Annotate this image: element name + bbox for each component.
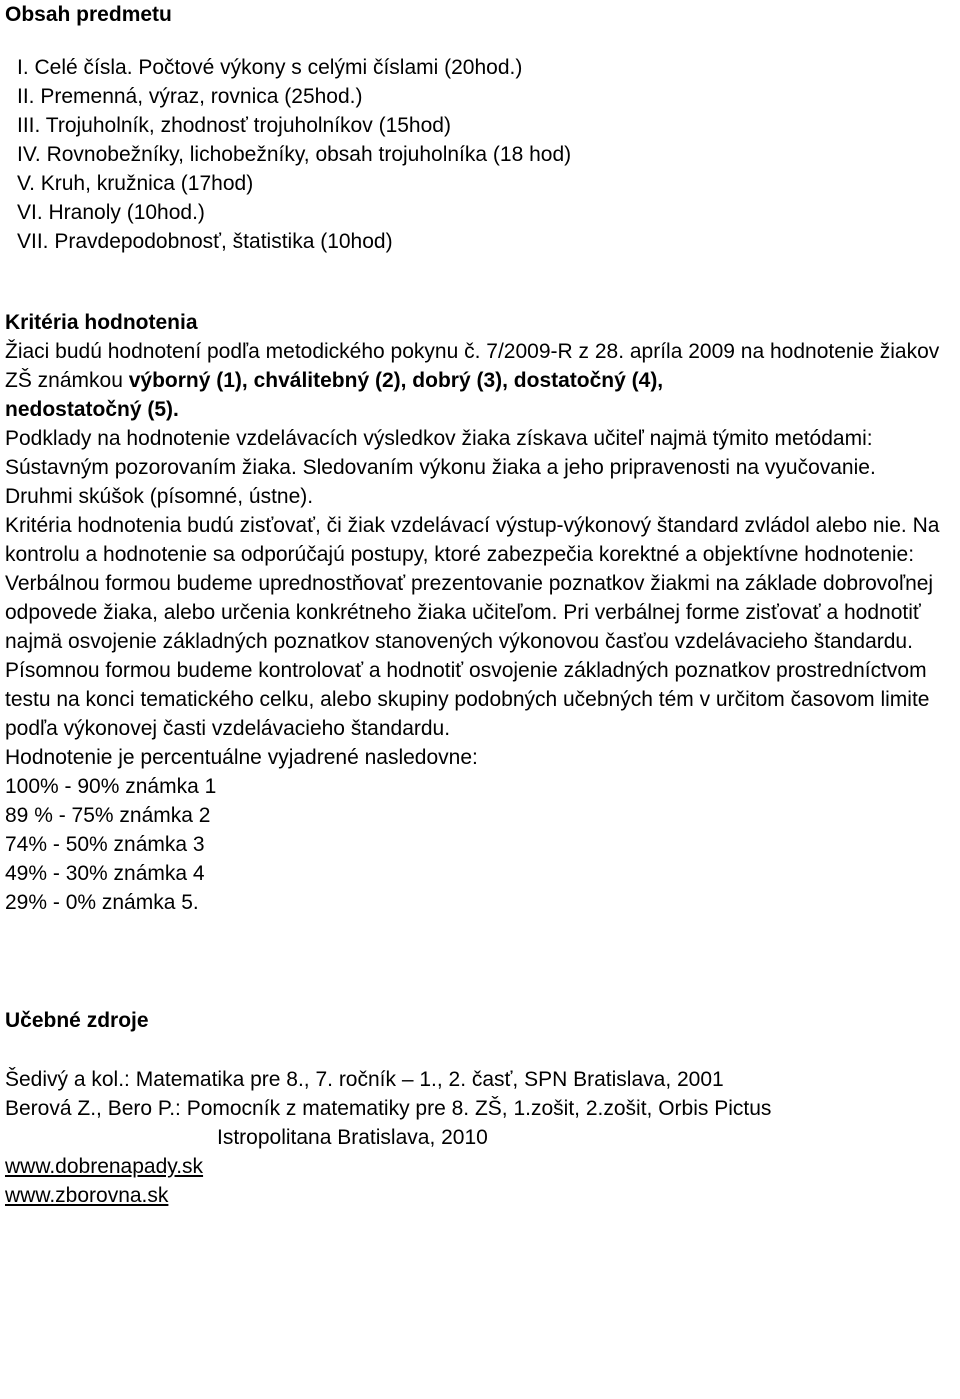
criteria-paragraph: Kritéria hodnotenia budú zisťovať, či žiak vzdelávací výstup-výkonový štandard zvládol alebo nie. Na kontrolu a hodnotenie sa odporúčajú postupy, ktoré zabezpečia korektné a objektívne hodnotenie: (5, 514, 940, 566)
grading-scale-row: 100% - 90% známka 1 (5, 775, 217, 798)
grading-scale-row: 29% - 0% známka 5. (5, 891, 199, 914)
grading-scale-row: 49% - 30% známka 4 (5, 862, 205, 885)
resource-book: Šedivý a kol.: Matematika pre 8., 7. ročník – 1., 2. časť, SPN Bratislava, 2001 (5, 1068, 724, 1091)
grading-scale (5, 772, 955, 917)
criteria-paragraph: Hodnotenie je percentuálne vyjadrené nasledovne: (5, 746, 478, 769)
criteria-intro-text: Žiaci budú hodnotení podľa metodického pokynu č. 7/2009-R z 28. apríla 2009 na hodnotenie žiakov ZŠ známkou (5, 340, 940, 392)
resources-list (5, 1065, 955, 1210)
section-title-resources: Učebné zdroje (5, 1009, 149, 1032)
criteria-paragraph: Písomnou formou budeme kontrolovať a hodnotiť osvojenie základných poznatkov prostredníctvom testu na konci tematického celku, alebo skupiny podobných učebných tém v určitom časovom limite podľa výkonovej časti vzdelávacieho štandardu. (5, 659, 930, 740)
resource-book: Berová Z., Bero P.: Pomocník z matematiky pre 8. ZŠ, 1.zošit, 2.zošit, Orbis Pictus (5, 1097, 772, 1120)
contents-item: V. Kruh, kružnica (17hod) (17, 172, 254, 195)
grading-scale-row: 89 % - 75% známka 2 (5, 804, 211, 827)
link-dobrenapady[interactable]: www.dobrenapady.sk (5, 1155, 204, 1178)
grading-scale-row: 74% - 50% známka 3 (5, 833, 205, 856)
contents-item: VI. Hranoly (10hod.) (17, 201, 205, 224)
criteria-paragraph: Sústavným pozorovaním žiaka. Sledovaním výkonu žiaka a jeho pripravenosti na vyučovanie. (5, 456, 876, 479)
contents-item: II. Premenná, výraz, rovnica (25hod.) (17, 85, 363, 108)
contents-item: III. Trojuholník, zhodnosť trojuholníkov (15hod) (17, 114, 451, 137)
document-page (5, 0, 955, 1210)
criteria-intro (5, 337, 955, 424)
contents-item: I. Celé čísla. Počtové výkony s celými číslami (20hod.) (17, 56, 523, 79)
criteria-paragraph: Druhmi skúšok (písomné, ústne). (5, 485, 314, 508)
contents-item: VII. Pravdepodobnosť, štatistika (10hod) (17, 230, 393, 253)
criteria-paragraph: Verbálnou formou budeme uprednostňovať prezentovanie poznatkov žiakmi na základe dobrovoľnej odpovede žiaka, alebo určenia konkrétneho žiaka učiteľom. Pri verbálnej forme zisťovať a hodnotiť najmä osvojenie základných poznatkov stanovených výkonovou časťou vzdelávacieho štandardu. (5, 572, 934, 653)
contents-list (5, 53, 955, 256)
criteria-paragraph: Podklady na hodnotenie vzdelávacích výsledkov žiaka získava učiteľ najmä týmito metódami: (5, 427, 873, 450)
section-title-contents: Obsah predmetu (5, 3, 172, 26)
grades-bold-1: výborný (1), chválitebný (2), dobrý (3), dostatočný (4), (128, 369, 664, 392)
contents-item: IV. Rovnobežníky, lichobežníky, obsah trojuholníka (18 hod) (17, 143, 572, 166)
grades-bold-2: nedostatočný (5). (5, 398, 179, 421)
link-zborovna[interactable]: www.zborovna.sk (5, 1184, 169, 1207)
resource-book-continued: Istropolitana Bratislava, 2010 (217, 1126, 488, 1149)
section-title-criteria: Kritéria hodnotenia (5, 311, 198, 334)
